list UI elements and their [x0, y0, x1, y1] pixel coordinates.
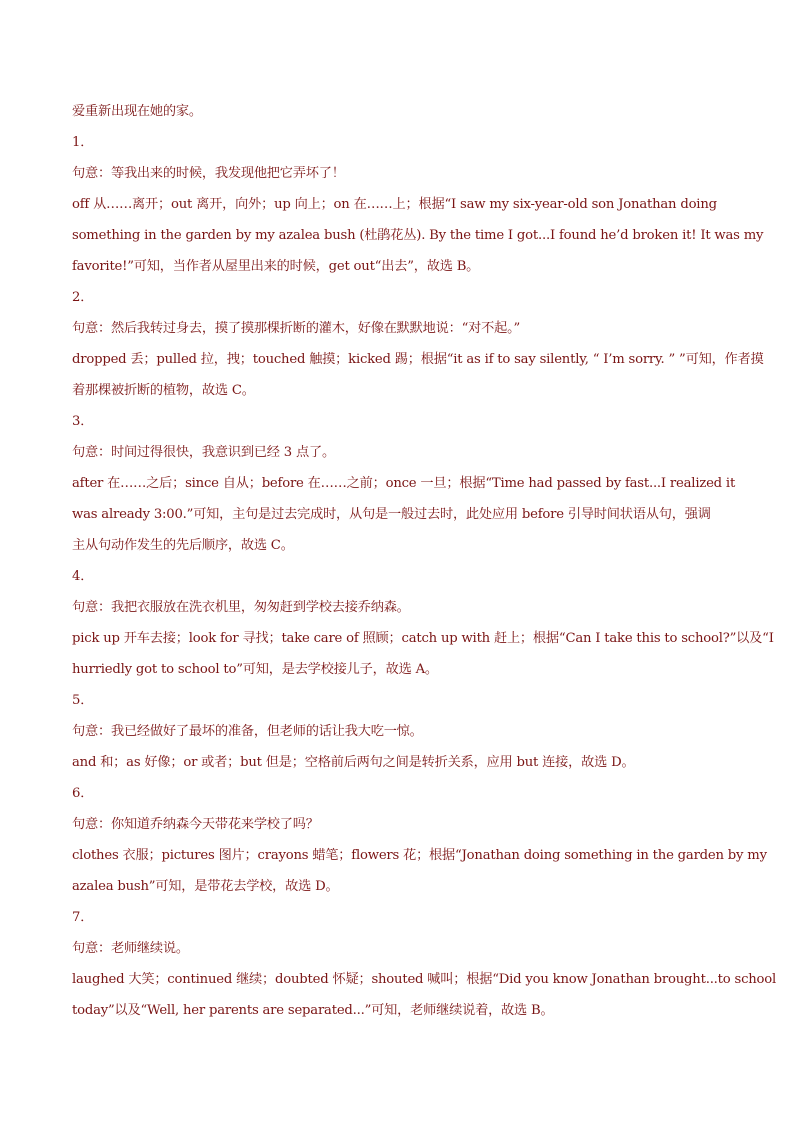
explanation-line: was already 3:00.”可知，主句是过去完成时，从句是一般过去时，此处应用 before 引导时间状语从句，强调	[72, 507, 711, 522]
text-line: 爱重新出现在她的家。	[72, 104, 202, 119]
explanation-line: something in the garden by my azalea bush (杜鹃花丛). By the time I got...I found he’d broken it! It was my	[72, 228, 764, 243]
question-number: 2．	[72, 290, 94, 305]
sentence-meaning: 句意：我把衣服放在洗衣机里，匆匆赶到学校去接乔纳森。	[72, 600, 410, 615]
document-body	[72, 96, 777, 1026]
sentence-meaning: 句意：然后我转过身去，摸了摸那棵折断的灌木，好像在默默地说：“对不起。”	[72, 321, 521, 336]
question-number: 1．	[72, 135, 94, 150]
explanation-line: after 在……之后；since 自从；before 在……之前；once 一旦；根据“Time had passed by fast...I realized it	[72, 476, 736, 491]
explanation-line: dropped 丢；pulled 拉，拽；touched 触摸；kicked 踢；根据“it as if to say silently, “ I’m sorry. ” ”可知，作者摸	[72, 352, 764, 367]
explanation-line: off 从……离开；out 离开，向外；up 向上；on 在……上；根据“I saw my six-year-old son Jonathan doing	[72, 197, 717, 212]
explanation-line: today”以及“Well, her parents are separated...”可知，老师继续说着，故选 B。	[72, 1003, 554, 1018]
explanation-line: azalea bush”可知，是带花去学校，故选 D。	[72, 879, 339, 894]
question-number: 6．	[72, 786, 94, 801]
explanation-line: clothes 衣服；pictures 图片；crayons 蜡笔；flowers 花；根据“Jonathan doing something in the garden by my	[72, 848, 767, 863]
explanation-line: pick up 开车去接；look for 寻找；take care of 照顾；catch up with 赶上；根据“Can I take this to school?”以及“I	[72, 631, 774, 646]
question-number: 5．	[72, 693, 94, 708]
sentence-meaning: 句意：我已经做好了最坏的准备，但老师的话让我大吃一惊。	[72, 724, 423, 739]
explanation-line: laughed 大笑；continued 继续；doubted 怀疑；shouted 喊叫；根据“Did you know Jonathan brought...to school	[72, 972, 777, 987]
sentence-meaning: 句意：你知道乔纳森今天带花来学校了吗？	[72, 817, 319, 832]
explanation-line: 着那棵被折断的植物，故选 C。	[72, 383, 255, 398]
question-number: 4．	[72, 569, 94, 584]
sentence-meaning: 句意：等我出来的时候，我发现他把它弄坏了！	[72, 166, 345, 181]
sentence-meaning: 句意：时间过得很快，我意识到已经 3 点了。	[72, 445, 335, 460]
explanation-line: and 和；as 好像；or 或者；but 但是；空格前后两句之间是转折关系，应用 but 连接，故选 D。	[72, 755, 635, 770]
explanation-line: favorite!”可知，当作者从屋里出来的时候，get out“出去”，故选 B。	[72, 259, 480, 274]
question-number: 7．	[72, 910, 94, 925]
explanation-line: hurriedly got to school to”可知，是去学校接儿子，故选 A。	[72, 662, 438, 677]
question-number: 3．	[72, 414, 94, 429]
sentence-meaning: 句意：老师继续说。	[72, 941, 189, 956]
explanation-line: 主从句动作发生的先后顺序，故选 C。	[72, 538, 294, 553]
